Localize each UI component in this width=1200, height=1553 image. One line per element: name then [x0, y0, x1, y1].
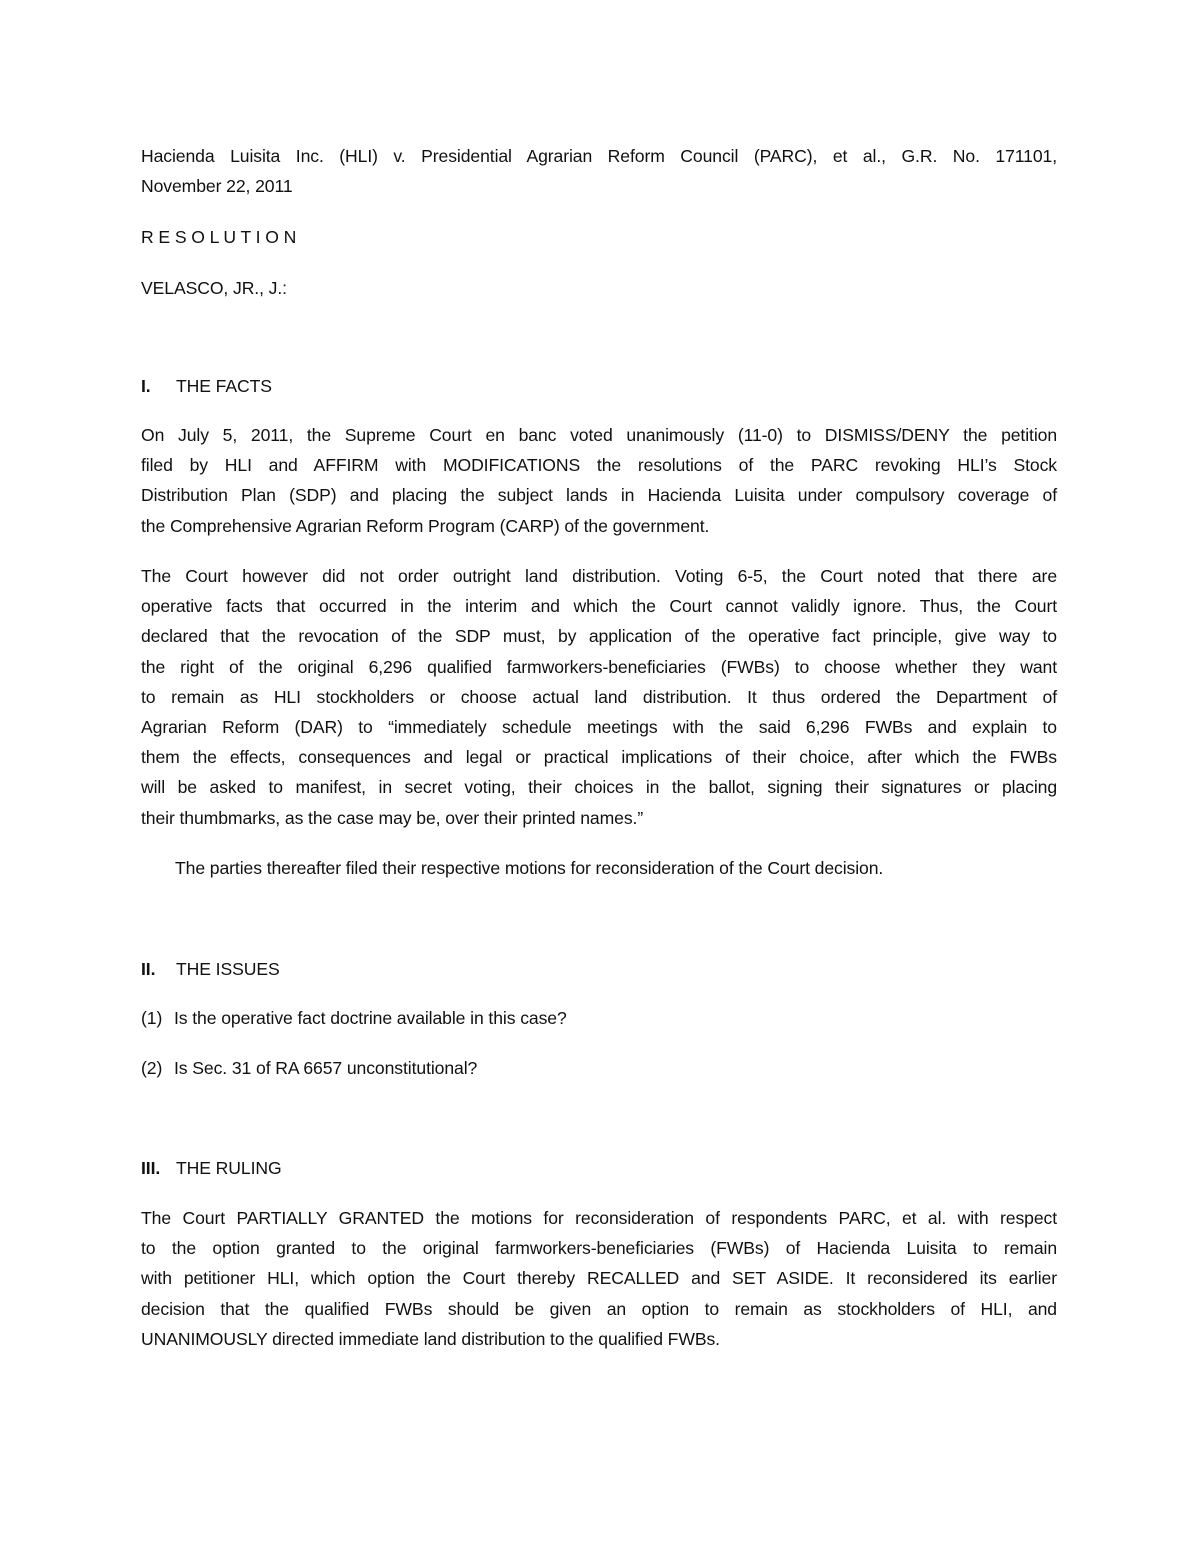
facts-p2-line: to remain as HLI stockholders or choose actual land distribution. It thus ordered the Department of — [141, 686, 1057, 707]
facts-paragraph-3 — [175, 853, 1057, 883]
facts-p1-line: filed by HLI and AFFIRM with MODIFICATIONS the resolutions of the PARC revoking HLI’s Stock — [141, 455, 1057, 476]
facts-heading-text: THE FACTS — [176, 376, 272, 396]
issue-text: Is the operative fact doctrine available in this case? — [174, 1008, 567, 1028]
ruling-heading-text: THE RULING — [176, 1158, 282, 1178]
issue-number: (2) — [141, 1058, 163, 1078]
case-caption — [141, 141, 1057, 201]
ruling-p1-line: The Court PARTIALLY GRANTED the motions for reconsideration of respondents PARC, et al. with respect — [141, 1208, 1057, 1228]
facts-p3-line: The parties thereafter filed their respective motions for reconsideration of the Court decision. — [175, 858, 884, 878]
facts-p2-line: operative facts that occurred in the interim and which the Court cannot validly ignore. Thus, the Court — [141, 596, 1057, 617]
facts-p2-line: The Court however did not order outright land distribution. Voting 6-5, the Court noted that there are — [141, 566, 1057, 586]
facts-paragraph-1 — [141, 420, 1057, 541]
ruling-p1-line: decision that the qualified FWBs should be given an option to remain as stockholders of HLI, and — [141, 1298, 1057, 1319]
issues-heading-text: THE ISSUES — [176, 959, 280, 979]
ruling-paragraph-1 — [141, 1203, 1057, 1354]
ponente — [141, 273, 1057, 303]
issue-number: (1) — [141, 1008, 163, 1028]
facts-p2-line: will be asked to manifest, in secret voting, their choices in the ballot, signing their signatures or placing — [141, 777, 1057, 798]
ponente-label: VELASCO, JR., J.: — [141, 278, 287, 298]
ruling-p1-line: to the option granted to the original farmworkers-beneficiaries (FWBs) of Hacienda Luisita to remain — [141, 1238, 1057, 1259]
facts-paragraph-2 — [141, 561, 1057, 833]
facts-p2-line: Agrarian Reform (DAR) to “immediately schedule meetings with the said 6,296 FWBs and explain to — [141, 717, 1057, 738]
issues-heading — [141, 954, 1057, 984]
resolution-label: R E S O L U T I O N — [141, 227, 297, 247]
facts-number: I. — [141, 376, 151, 396]
issue-text: Is Sec. 31 of RA 6657 unconstitutional? — [174, 1058, 478, 1078]
facts-heading — [141, 371, 1057, 401]
facts-p2-line: declared that the revocation of the SDP must, by application of the operative fact principle, give way to — [141, 626, 1057, 647]
facts-p1-line: On July 5, 2011, the Supreme Court en banc voted unanimously (11-0) to DISMISS/DENY the petition — [141, 425, 1057, 445]
facts-p1-line: the Comprehensive Agrarian Reform Program (CARP) of the government. — [141, 515, 710, 536]
ruling-p1-line: UNANIMOUSLY directed immediate land distribution to the qualified FWBs. — [141, 1328, 720, 1349]
case-title-line-2: November 22, 2011 — [141, 176, 293, 197]
ruling-p1-line: with petitioner HLI, which option the Court thereby RECALLED and SET ASIDE. It reconsidered its earlier — [141, 1268, 1057, 1289]
document-type — [141, 222, 1057, 252]
facts-p2-line: their thumbmarks, as the case may be, over their printed names.” — [141, 807, 644, 828]
ruling-heading — [141, 1153, 1057, 1183]
ruling-number: III. — [141, 1158, 161, 1178]
facts-p2-line: the right of the original 6,296 qualified farmworkers-beneficiaries (FWBs) to choose whether they want — [141, 656, 1057, 677]
issue-item-2 — [141, 1053, 1057, 1083]
facts-p1-line: Distribution Plan (SDP) and placing the subject lands in Hacienda Luisita under compulsory coverage of — [141, 485, 1057, 506]
issue-item-1 — [141, 1003, 1057, 1033]
facts-p2-line: them the effects, consequences and legal or practical implications of their choice, after which the FWBs — [141, 747, 1057, 768]
case-title-line-1: Hacienda Luisita Inc. (HLI) v. Presidential Agrarian Reform Council (PARC), et al., G.R. No. 171101, — [141, 146, 1057, 166]
issues-number: II. — [141, 959, 156, 979]
